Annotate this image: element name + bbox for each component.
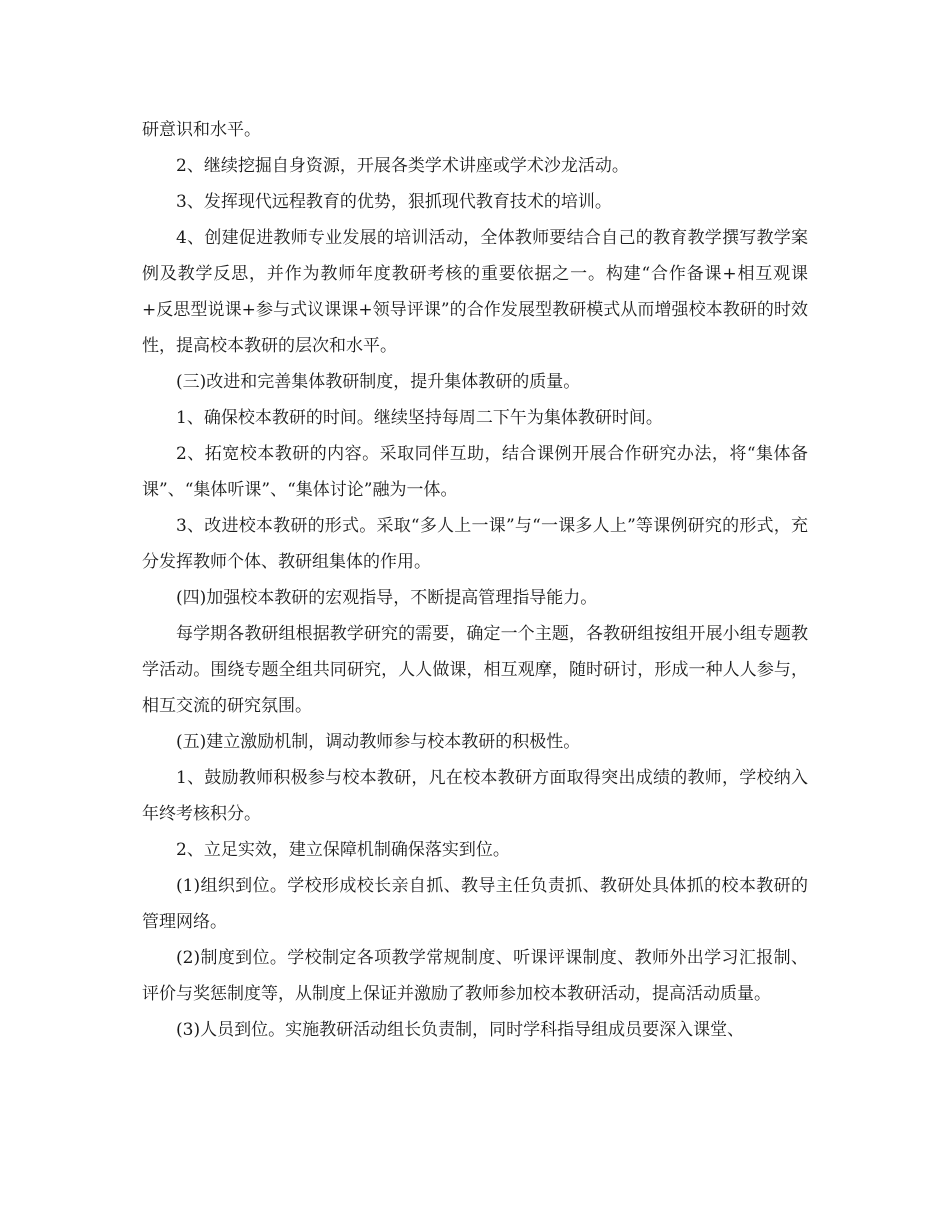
paragraph-4: 4、创建促进教师专业发展的培训活动，全体教师要结合自己的教育教学撰写教学案例及教学反思，并作为教师年度教研考核的重要依据之一。构建“合作备课+相互观课+反思型说课+参与式议课课+领导评课”的合作发展型教研模式从而增强校本教研的时效性，提高校本教研的层次和水平。 <box>142 228 808 356</box>
section-heading-5: (五)建立激励机制，调动教师参与校本教研的积极性。 <box>176 732 581 752</box>
paragraph-12: 1、鼓励教师积极参与校本教研，凡在校本教研方面取得突出成绩的教师，学校纳入年终考核积分。 <box>142 768 808 824</box>
paragraph-1: 研意识和水平。 <box>142 120 261 140</box>
document-body <box>142 112 808 1048</box>
paragraph-13: 2、立足实效，建立保障机制确保落实到位。 <box>176 840 510 860</box>
paragraph-6: 1、确保校本教研的时间。继续坚持每周二下午为集体教研时间。 <box>176 408 663 428</box>
section-heading-4: (四)加强校本教研的宏观指导，不断提高管理指导能力。 <box>176 588 598 608</box>
paragraph-16: (3)人员到位。实施教研活动组长负责制，同时学科指导组成员要深入课堂、 <box>176 1020 745 1040</box>
paragraph-10: 每学期各教研组根据教学研究的需要，确定一个主题，各教研组按组开展小组专题教学活动。围绕专题全组共同研究，人人做课，相互观摩，随时研讨，形成一种人人参与，相互交流的研究氛围。 <box>142 624 808 716</box>
paragraph-7: 2、拓宽校本教研的内容。采取同伴互助，结合课例开展合作研究办法，将“集体备课”、“集体听课”、“集体讨论”融为一体。 <box>142 444 808 500</box>
paragraph-2: 2、继续挖掘自身资源，开展各类学术讲座或学术沙龙活动。 <box>176 156 629 176</box>
paragraph-14: (1)组织到位。学校形成校长亲自抓、教导主任负责抓、教研处具体抓的校本教研的管理网络。 <box>142 876 808 932</box>
section-heading-3: (三)改进和完善集体教研制度，提升集体教研的质量。 <box>176 372 581 392</box>
paragraph-15: (2)制度到位。学校制定各项教学常规制度、听课评课制度、教师外出学习汇报制、评价与奖惩制度等，从制度上保证并激励了教师参加校本教研活动，提高活动质量。 <box>142 948 808 1004</box>
paragraph-8: 3、改进校本教研的形式。采取“多人上一课”与“一课多人上”等课例研究的形式，充分发挥教师个体、教研组集体的作用。 <box>142 516 808 572</box>
paragraph-3: 3、发挥现代远程教育的优势，狠抓现代教育技术的培训。 <box>176 192 612 212</box>
